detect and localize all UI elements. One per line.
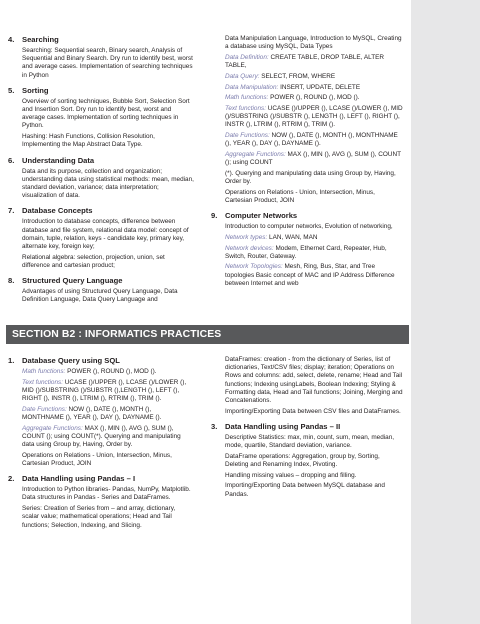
section-title: Understanding Data [22,155,95,165]
paragraph [225,189,403,205]
section-heading [211,211,403,220]
paragraph [22,168,194,201]
paragraph [22,254,194,270]
section-title: Searching [22,35,59,44]
topic-text: Data and its purpose, collection and organization; understanding data using statistical methods: mean, median, standard deviation, variance; data interpretation; visualization of data. [22,167,194,200]
section-number: 7. [8,206,15,216]
topic-text: Series: Creation of Series from – and array, dictionary, scalar value; mathematical operations; Head and Tail functions; Selection, Indexing, and Slicing. [22,505,176,529]
topic-label: Math functions: [225,94,271,102]
section-number: 5. [8,85,15,95]
topic-text: Introduction to database concepts, difference between database and file system, relational data model: concept of domain, tuple, relation, keys - candidate key, primary key, alternate key, foreign key; [22,218,189,250]
syllabus-section [211,211,403,288]
paragraph [225,132,403,148]
topic-label: Text functions: [225,104,268,112]
paragraph [225,434,403,450]
section-heading [211,422,403,431]
paragraph [225,170,403,186]
right-margin-band [411,0,480,624]
topic-text: Hashing: Hash Functions, Collision Resolution, Implementing the Map Abstract Data Type. [22,133,155,149]
top-left-column [8,35,194,310]
syllabus-section [8,474,194,530]
paragraph [22,133,194,149]
topic-text: MAX (), MIN (), AVG (), SUM (), COUNT (); using COUNT [225,150,401,167]
topic-text: MAX (), MIN (), AVG (), SUM (), COUNT (); using COUNT(*). Querying and manipulating data using Group by, Having, Order by. [22,424,181,449]
paragraph [22,218,194,251]
topic-text: NOW (), DATE (), MONTH (), MONTHNAME (), YEAR (), DAY (), DAYNAME (). [22,405,162,422]
paragraph [22,452,194,468]
section-body [8,486,194,530]
section-title: Database Query using SQL [22,356,120,365]
section-heading [8,356,194,365]
topic-label: Data Query: [225,72,262,80]
topic-label: Math functions: [22,368,68,375]
syllabus-section [211,356,403,416]
paragraph [22,505,194,530]
section-title: Structured Query Language [22,276,123,286]
section-heading [8,86,194,95]
topic-text: (*). Querying and manipulating data using Group by, Having, Order by. [225,169,396,186]
paragraph [225,73,403,81]
section-body [8,98,194,150]
syllabus-section [8,86,194,150]
syllabus-section [8,276,194,304]
section-heading [8,276,194,285]
topic-text: Handling missing values – dropping and filling. [225,471,357,479]
section-heading [8,156,194,165]
section-body [211,356,403,416]
section-heading [8,206,194,215]
section-heading [8,474,194,483]
paragraph [225,472,403,480]
syllabus-section [8,356,194,468]
paragraph [22,47,194,80]
section-title: Sorting [22,85,49,95]
paragraph [22,368,194,376]
section-body [8,288,194,304]
topic-label: Data Definition: [225,53,271,61]
section-title: Database Concepts [22,206,93,216]
syllabus-page [6,0,405,624]
topic-text: DataFrames: creation - from the dictionary of Series, list of dictionaries, Text/CSV files; display; iteration; Operations on Rows and columns: add, select, delete, rename; Head and Tail functions; Indexing usingLabels, Boolean Indexing; Styling & Formatting data, Head and Tail functions; Joining, Merging and Concatenations. [225,356,403,405]
syllabus-section [8,156,194,201]
section-title: Data Handling using Pandas – I [22,474,136,484]
top-right-column [211,35,403,294]
topic-text: SELECT, FROM, WHERE [261,72,336,80]
paragraph [22,486,194,502]
topic-label: Date Functions: [225,132,272,140]
section-number: 6. [8,155,15,165]
topic-label: Text functions: [22,378,65,386]
topic-text: Operations on Relations - Union, Intersection, Minus, Cartesian Product, JOIN [22,451,172,468]
section-body [8,218,194,270]
topic-text: NOW (), DATE (), MONTH (), MONTHNAME (), YEAR (), DAY (), DAYNAME (). [225,132,398,148]
paragraph [225,151,403,167]
syllabus-section [211,422,403,499]
syllabus-section [8,35,194,80]
paragraph [225,35,403,51]
topic-text: Searching: Sequential search, Binary search, Analysis of Sequential and Binary Search. Dry run to identify best, worst and average cases. Implementation of searching techniques in Python [22,47,193,79]
section-number: 2. [8,474,15,484]
topic-text: Relational algebra: selection, projection, union, set difference and cartesian product; [22,253,165,269]
section-body [211,434,403,499]
topic-text: Importing/Exporting Data between MySQL database and Pandas. [225,482,385,498]
syllabus-section [8,206,194,270]
paragraph [225,245,403,261]
syllabus-section [211,35,403,205]
bottom-right-column [211,356,403,505]
paragraph [225,234,403,242]
topic-text: Mesh, Ring, Bus, Star, and Tree topologies Basic concept of MAC and IP Address Difference between Internet and web [225,263,395,287]
topic-text: DataFrame operations: Aggregation, group by, Sorting, Deleting and Renaming Index, Pivoting. [225,452,380,469]
paragraph [22,425,194,450]
paragraph [225,408,403,416]
section-number: 1. [8,356,15,365]
section-number: 9. [211,211,218,221]
topic-text: Importing/Exporting Data between CSV files and DataFrames. [225,407,401,415]
topic-label: Date Functions: [22,405,69,413]
topic-label: Network devices: [225,244,276,252]
topic-text: Introduction to computer networks, Evolution of networking, [225,223,393,231]
paragraph [225,94,403,102]
topic-text: Advantages of using Structured Query Language, Data Definition Language, Data Query Language and [22,288,178,304]
topic-text: Overview of sorting techniques, Bubble Sort, Selection Sort and Insertion Sort. Dry run to identify best, worst and average cases. Implementation of sorting techniques in Python. [22,97,190,130]
bottom-left-column [8,356,194,536]
paragraph [22,288,194,304]
section-heading [8,35,194,44]
topic-label: Aggregate Functions: [225,150,288,158]
section-title: Computer Networks [225,211,298,221]
paragraph [22,98,194,131]
topic-text: Modem, Ethernet Card, Repeater, Hub, Switch, Router, Gateway. [225,244,387,260]
section-number: 8. [8,276,15,286]
topic-text: Introduction to Python libraries- Pandas, NumPy, Matplotlib. Data structures in Pandas - Series and DataFrames. [22,486,191,502]
topic-text: UCASE ()/UPPER (), LCASE ()/LOWER (), MID ()/SUBSTRING ()/SUBSTR (),LENGTH (), LEFT (), RIGHT (), INSTR (), LTRIM (), RTRIM (), TRIM (). [22,378,187,403]
paragraph [225,356,403,405]
paragraph [22,406,194,422]
topic-label: Data Manipulation: [225,83,281,91]
topic-label: Network Topologies: [225,263,285,271]
paragraph [225,84,403,92]
paragraph [225,482,403,498]
topic-label: Network types: [225,233,270,241]
section-number: 4. [8,35,15,44]
section-body [211,35,403,205]
topic-text: CREATE TABLE, DROP TABLE, ALTER TABLE, [225,53,384,70]
topic-label: Aggregate Functions: [22,424,85,432]
topic-text: LAN, WAN, MAN [269,233,318,241]
section-body [8,47,194,80]
section-number: 3. [211,421,218,431]
section-body [211,223,403,288]
section-title: Data Handling using Pandas – II [225,421,341,431]
topic-text: POWER (), ROUND (), MOD (). [270,94,360,102]
section-body [8,168,194,201]
paragraph [225,105,403,130]
topic-text: INSERT, UPDATE, DELETE [280,83,361,91]
section-b2-heading: SECTION B2 : INFORMATICS PRACTICES [6,325,409,344]
topic-text: Data Manipulation Language, Introduction to MySQL, Creating a database using MySQL, Data Types [225,35,402,51]
topic-text: Descriptive Statistics: max, min, count, sum, mean, median, mode, quartile, Standard deviation, variance. [225,433,395,450]
paragraph [225,54,403,70]
topic-text: Operations on Relations - Union, Intersection, Minus, Cartesian Product, JOIN [225,188,375,204]
paragraph [22,379,194,404]
paragraph [225,223,403,231]
topic-text: POWER (), ROUND (), MOD (). [67,368,157,375]
paragraph [225,453,403,469]
paragraph [225,263,403,288]
section-body [8,368,194,468]
topic-text: UCASE ()/UPPER (), LCASE ()/LOWER (), MID ()/SUBSTRING ()/SUBSTR (), LENGTH (), LEFT (), RIGHT (), INSTR (), LTRIM (), RTRIM (), TRIM (). [225,104,403,129]
